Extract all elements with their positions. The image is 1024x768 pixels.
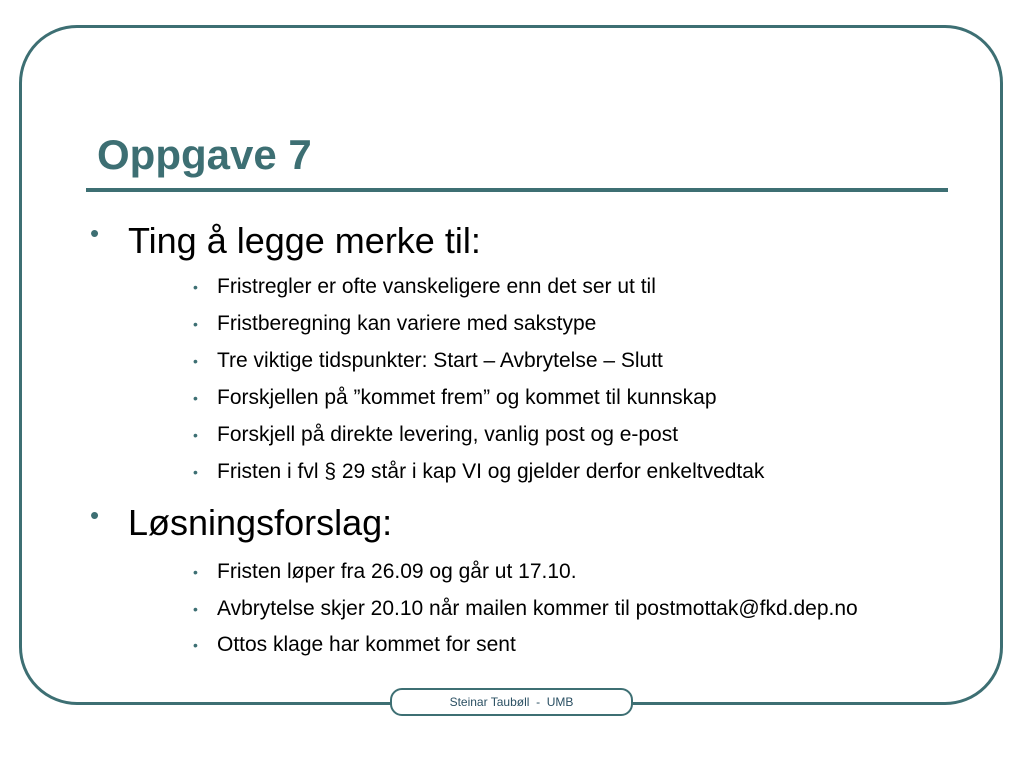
section-heading-observations: • Ting å legge merke til: <box>90 219 481 263</box>
section-heading-solution: • Løsningsforslag: <box>90 501 392 545</box>
bullet-icon: • <box>193 601 198 617</box>
bullet-icon: • <box>193 464 198 480</box>
bullet-icon: • <box>193 353 198 369</box>
list-item: • Forskjellen på ”kommet frem” og kommet til kunnskap <box>193 386 717 409</box>
footer <box>390 688 633 716</box>
bullet-icon: • <box>193 427 198 443</box>
list-item: • Fristen løper fra 26.09 og går ut 17.10. <box>193 560 577 583</box>
slide-title: Oppgave 7 <box>97 131 312 178</box>
bullet-icon: • <box>193 279 198 295</box>
bullet-icon: • <box>193 637 198 653</box>
list-item: • Tre viktige tidspunkter: Start – Avbrytelse – Slutt <box>193 349 663 372</box>
list-item: • Avbrytelse skjer 20.10 når mailen kommer til postmottak@fkd.dep.no <box>193 597 858 620</box>
list-item: • Fristen i fvl § 29 står i kap VI og gjelder derfor enkeltvedtak <box>193 460 765 483</box>
footer-text: Steinar Taubøll - UMB <box>449 695 574 709</box>
list-item: • Fristregler er ofte vanskeligere enn det ser ut til <box>193 275 656 298</box>
bullet-icon: • <box>193 564 198 580</box>
list-item: • Ottos klage har kommet for sent <box>193 633 516 656</box>
bullet-icon: • <box>90 218 100 248</box>
list-item: • Fristberegning kan variere med sakstype <box>193 312 597 335</box>
title-underline <box>86 188 948 192</box>
list-item: • Forskjell på direkte levering, vanlig post og e-post <box>193 423 679 446</box>
bullet-icon: • <box>90 500 100 530</box>
bullet-icon: • <box>193 316 198 332</box>
bullet-icon: • <box>193 390 198 406</box>
